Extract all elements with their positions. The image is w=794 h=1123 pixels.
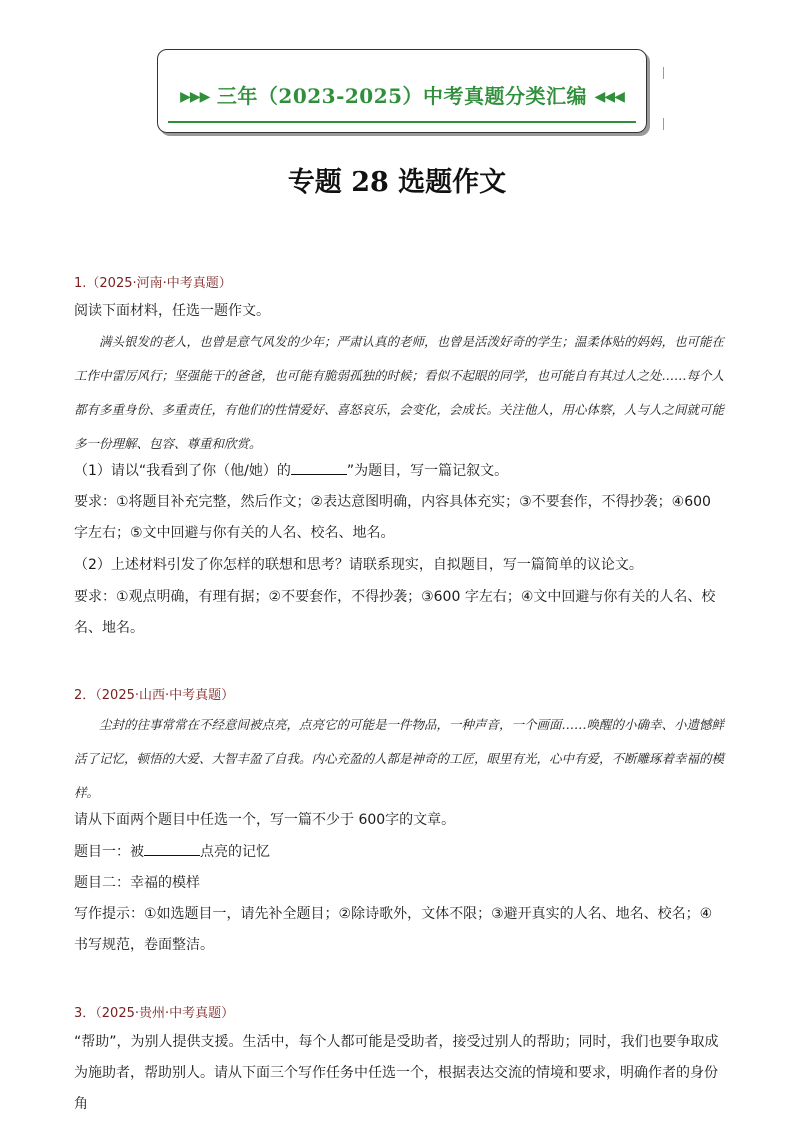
question-2-instruction: 请从下面两个题目中任选一个，写一篇不少于 600字的文章。 [74, 812, 456, 828]
question-1-requirement-1: 要求：①将题目补充完整，然后作文；②表达意图明确，内容具体充实；③不要套作，不得抄袭；④600字左右；⑤文中回避与你有关的人名、校名、地名。 [74, 494, 711, 541]
question-3-heading: 3．（2025·贵州·中考真题） [74, 1006, 235, 1021]
task-1-suffix: ”为题目，写一篇记叙文。 [346, 463, 509, 479]
question-2-hint: 写作提示：①如选题目一，请先补全题目；②除诗歌外，文体不限；③避开真实的人名、地名、校名；④书写规范，卷面整洁。 [74, 906, 713, 953]
topic-1-suffix: 点亮的记忆 [200, 844, 270, 860]
banner-corner-mark [663, 118, 664, 130]
right-arrows-icon: ◀◀◀ [594, 89, 624, 105]
question-2-heading: 2．（2025·山西·中考真题） [74, 688, 235, 703]
question-1-material: 满头银发的老人，也曾是意气风发的少年；严肃认真的老师，也曾是活泼好奇的学生；温柔体贴的妈妈，也可能在工作中雷厉风行；坚强能干的爸爸，也可能有脆弱孤独的时候；看似不起眼的同学，也可能自有其过人之处……每个人都有多重身份、多重责任，有他们的性情爱好、喜怒哀乐，会变化，会成长。关注他人，用心体察，人与人之间就可能多一份理解、包容、尊重和欣赏。 [74, 334, 725, 451]
question-2-topic-2: 题目二：幸福的模样 [74, 875, 200, 891]
banner-text: 三年（2023-2025）中考真题分类汇编 [216, 84, 588, 108]
banner-corner-mark [663, 67, 664, 79]
fill-blank [291, 462, 347, 475]
question-1-requirement-2: 要求：①观点明确，有理有据；②不要套作，不得抄袭；③600 字左右；④文中回避与你有关的人名、校名、地名。 [74, 589, 716, 636]
banner-title [158, 80, 646, 109]
question-1-task-2: （2）上述材料引发了你怎样的联想和思考？请联系现实，自拟题目，写一篇简单的议论文。 [74, 557, 643, 573]
page-title: 专题 28 选题作文 [287, 167, 507, 198]
question-1-heading: 1.（2025·河南·中考真题） [74, 276, 232, 291]
question-2-material: 尘封的往事常常在不经意间被点亮，点亮它的可能是一件物品，一种声音，一个画面……唤醒的小确幸、小遗憾鲜活了记忆，顿悟的大爱、大智丰盈了自我。内心充盈的人都是神奇的工匠，眼里有光，心中有爱，不断雕琢着幸福的模样。 [74, 717, 725, 800]
question-1-task-1 [74, 456, 724, 487]
question-2-topic-1 [74, 837, 724, 868]
topic-1-prefix: 题目一：被 [74, 844, 144, 860]
question-1-intro: 阅读下面材料，任选一题作文。 [74, 303, 270, 319]
header-banner [157, 49, 647, 133]
left-arrows-icon: ▶▶▶ [180, 89, 210, 105]
question-3-text: “帮助”，为别人提供支援。生活中，每个人都可能是受助者，接受过别人的帮助；同时，我们也要争取成为施助者，帮助别人。请从下面三个写作任务中任选一个，根据表达交流的情境和要求，明确作者的身份角 [74, 1034, 719, 1112]
banner-underline [168, 121, 636, 123]
task-1-prefix: （1）请以“我看到了你（他/她）的 [74, 463, 291, 479]
fill-blank [144, 843, 200, 856]
